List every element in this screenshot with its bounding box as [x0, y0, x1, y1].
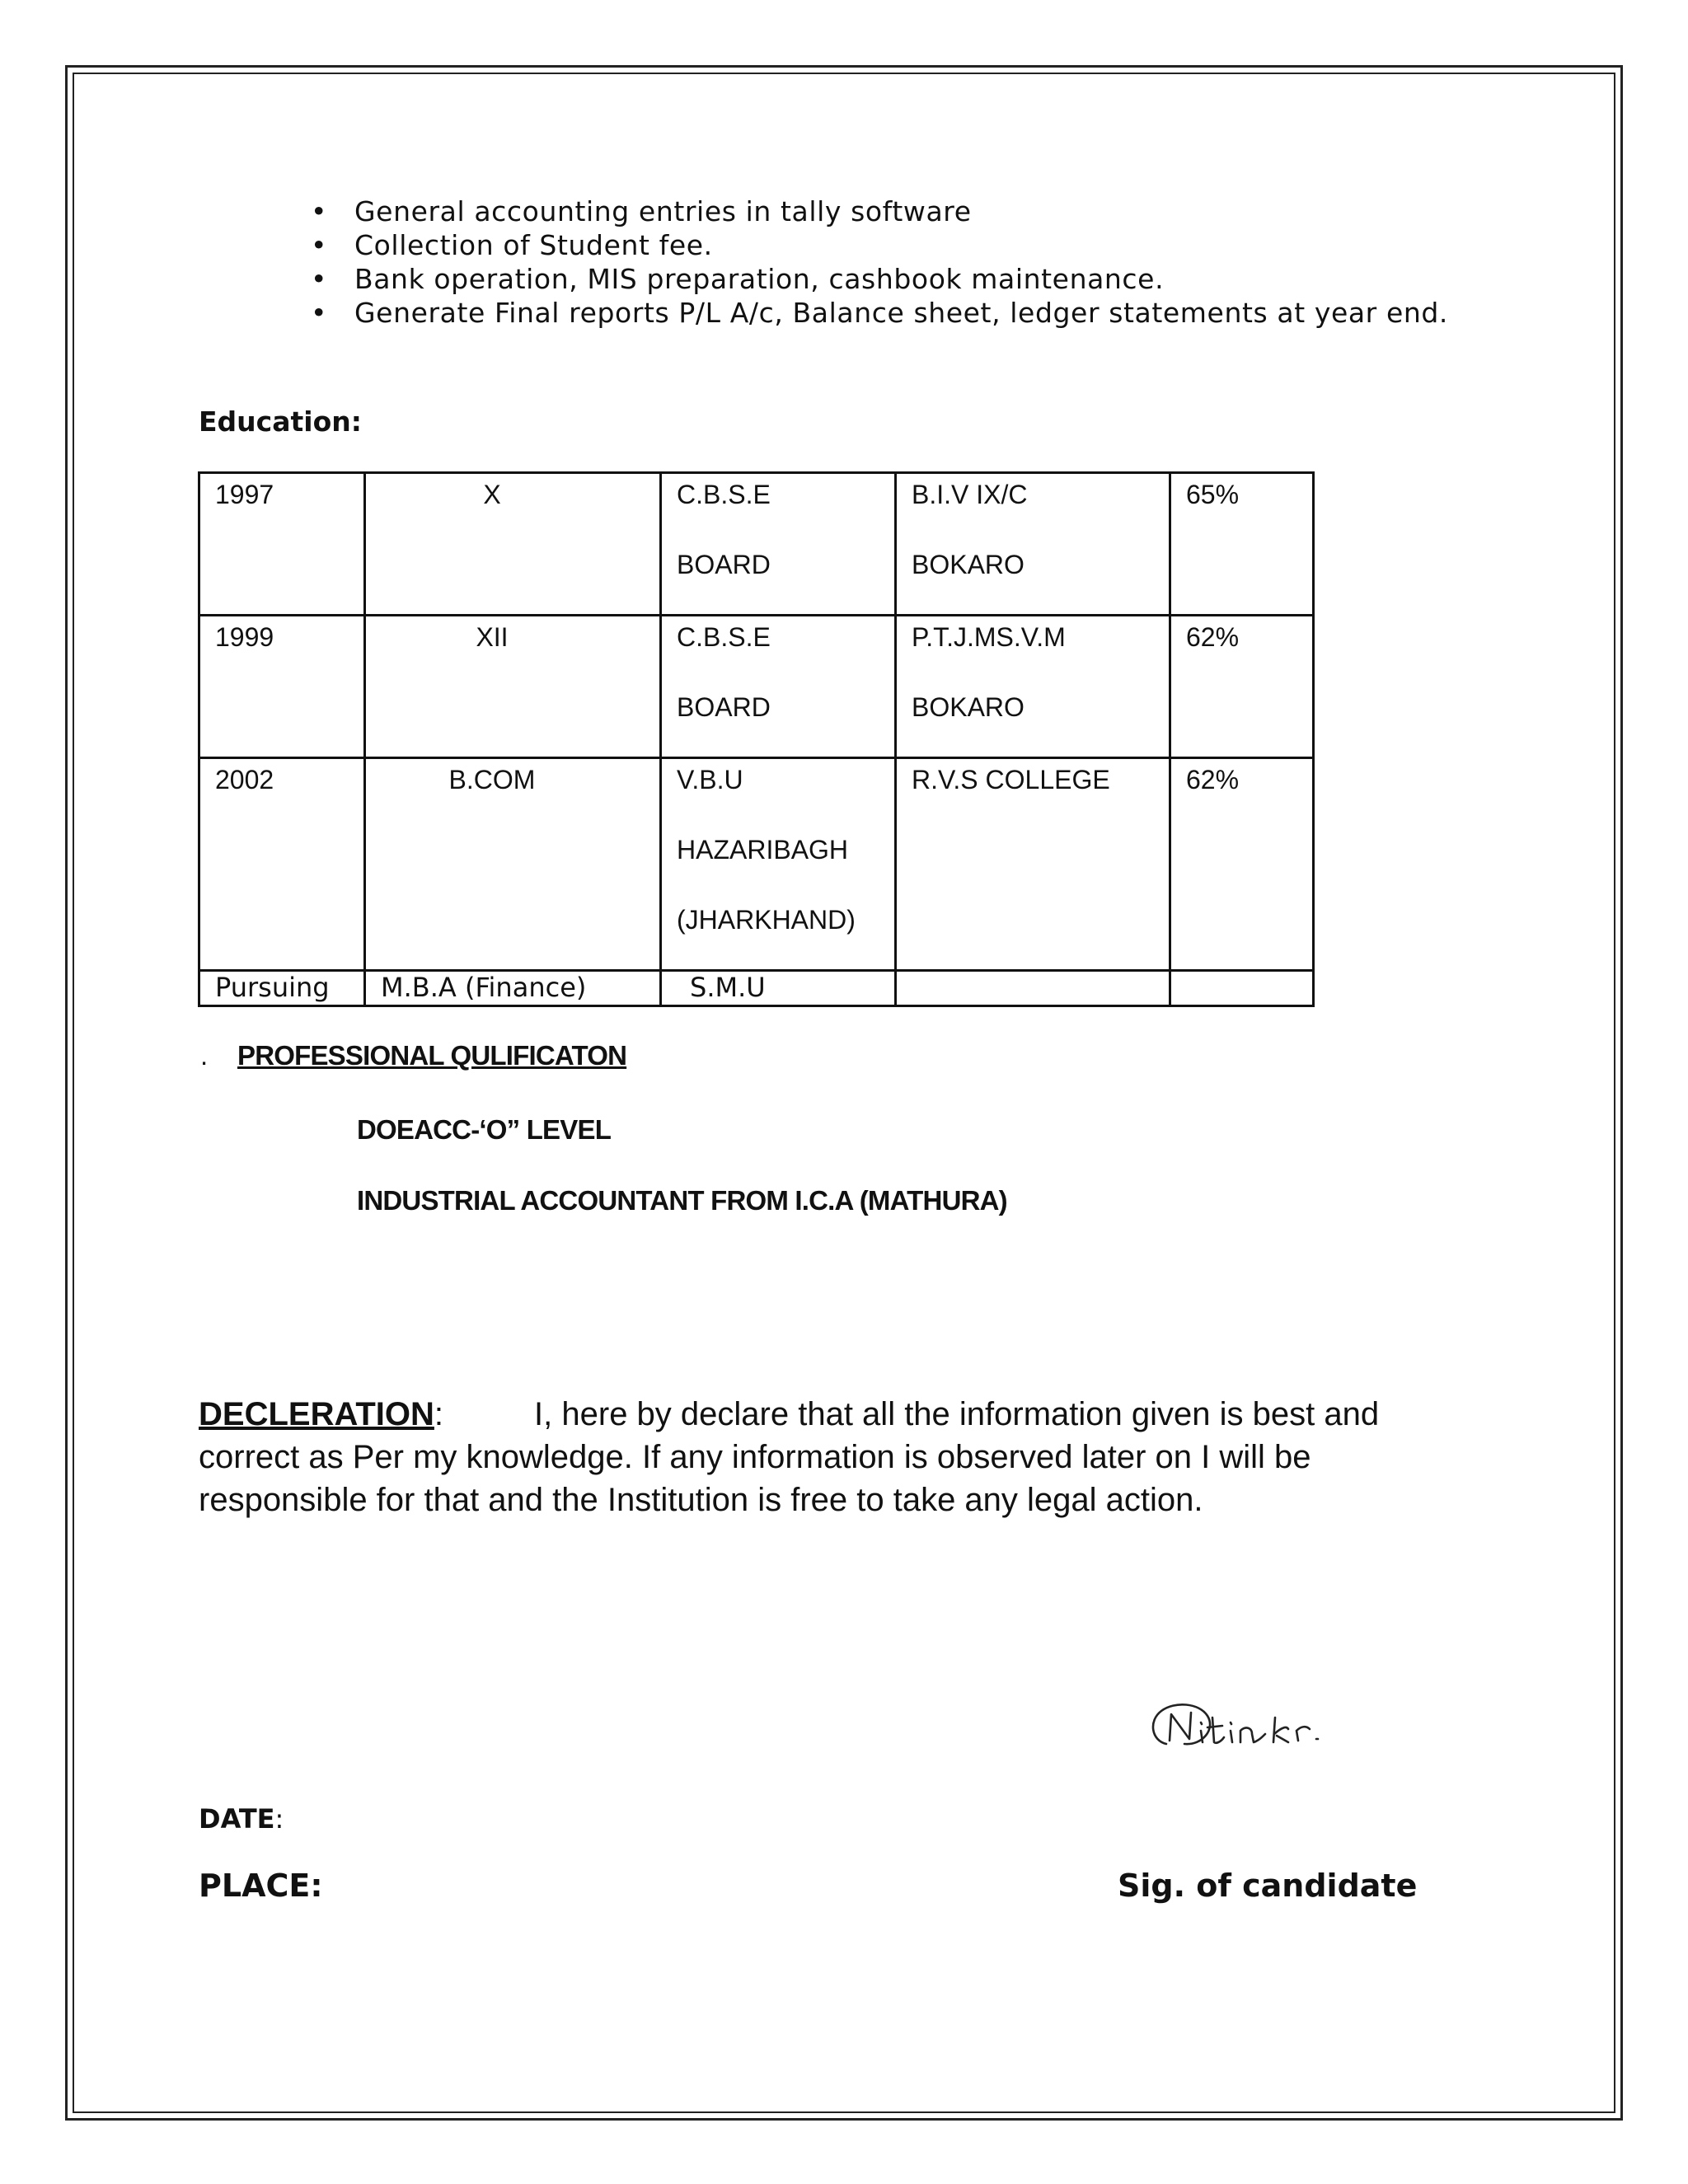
signature-image — [1142, 1690, 1389, 1764]
handwritten-signature — [1142, 1690, 1389, 1764]
bullet-icon: • — [310, 263, 328, 295]
board-cell: S.M.U — [661, 971, 896, 1006]
list-item: • Generate Final reports P/L A/c, Balance sheet, ledger statements at year end. — [307, 296, 1448, 330]
year-cell: Pursuing — [199, 971, 365, 1006]
bullet-icon: • — [310, 229, 328, 261]
signature-label: Sig. of candidate — [1118, 1868, 1418, 1904]
board-cell: V.B.U HAZARIBAGH (JHARKHAND) — [661, 758, 896, 971]
percent-cell: 62% — [1170, 616, 1314, 758]
school-cell: P.T.J.MS.V.M BOKARO — [896, 616, 1170, 758]
duties-list — [307, 194, 1448, 330]
class-cell: M.B.A (Finance) — [365, 971, 661, 1006]
list-item: • General accounting entries in tally software — [307, 194, 1448, 228]
qualification-item: DOEACC-‘O” LEVEL — [357, 1114, 612, 1145]
list-item: • Bank operation, MIS preparation, cashbook maintenance. — [307, 262, 1448, 296]
table-row — [199, 473, 1314, 616]
class-cell: B.COM — [365, 758, 661, 971]
table-row — [199, 758, 1314, 971]
declaration-text: I, here by declare that all the information given is best and correct as Per my knowledge. If any information is observed later on I will be responsible for that and the Institution is free to take any legal action. — [199, 1396, 1380, 1518]
declaration-paragraph — [199, 1393, 1484, 1521]
education-heading: Education: — [199, 405, 362, 438]
declaration-colon: : — [434, 1396, 444, 1432]
percent-cell: 62% — [1170, 758, 1314, 971]
page-border-inner — [73, 73, 1615, 2113]
declaration-heading: DECLERATION — [199, 1396, 434, 1432]
class-cell: XII — [365, 616, 661, 758]
percent-cell — [1170, 971, 1314, 1006]
bullet-icon: • — [310, 297, 328, 329]
professional-prefix: . — [200, 1040, 209, 1071]
date-label: DATE: — [199, 1803, 284, 1835]
school-cell — [896, 971, 1170, 1006]
table-row — [199, 616, 1314, 758]
professional-heading: PROFESSIONAL QULIFICATON — [237, 1040, 627, 1071]
list-item: • Collection of Student fee. — [307, 228, 1448, 262]
percent-cell: 65% — [1170, 473, 1314, 616]
education-table — [198, 471, 1315, 1007]
bullet-icon: • — [310, 195, 328, 227]
school-cell: B.I.V IX/C BOKARO — [896, 473, 1170, 616]
school-cell: R.V.S COLLEGE — [896, 758, 1170, 971]
year-cell: 2002 — [199, 758, 365, 971]
year-cell: 1997 — [199, 473, 365, 616]
table-row — [199, 971, 1314, 1006]
place-label: PLACE: — [199, 1868, 323, 1904]
class-cell: X — [365, 473, 661, 616]
qualification-item: INDUSTRIAL ACCOUNTANT FROM I.C.A (MATHURA) — [357, 1185, 1007, 1216]
board-cell: C.B.S.E BOARD — [661, 473, 896, 616]
board-cell: C.B.S.E BOARD — [661, 616, 896, 758]
year-cell: 1999 — [199, 616, 365, 758]
